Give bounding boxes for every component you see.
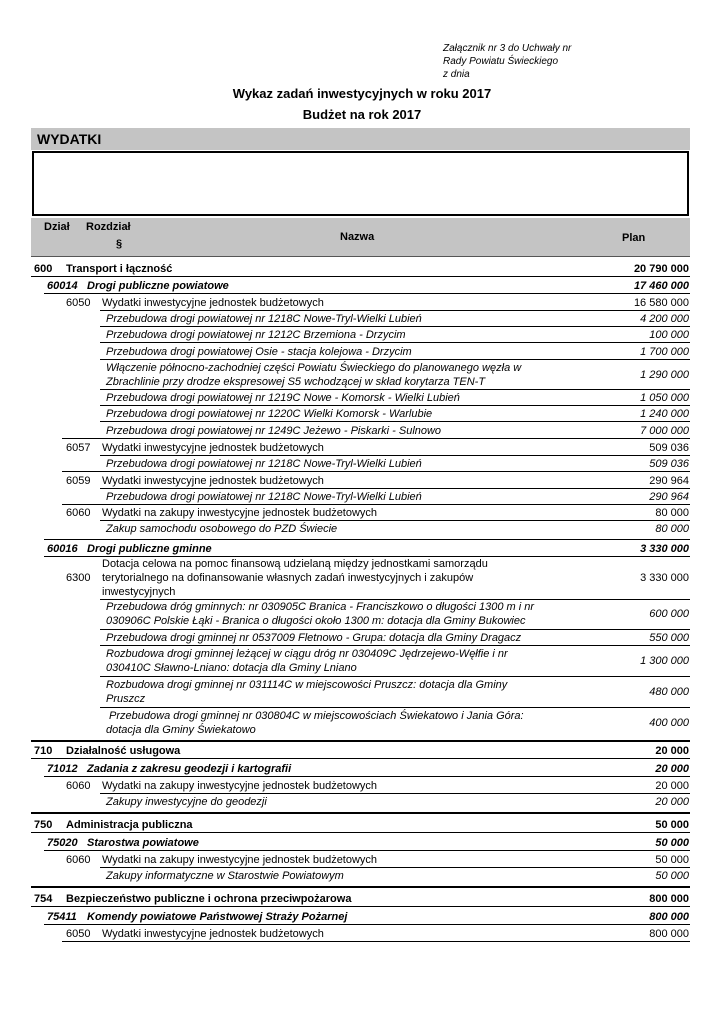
row-divider (100, 629, 690, 630)
paragraf-name: Wydatki inwestycyjne jednostek budżetowych (102, 442, 324, 454)
rozdzial-code: 60016 (47, 543, 78, 555)
task-name: Przebudowa drogi powiatowej nr 1249C Jeżewo - Piskarki - Sulnowo (106, 425, 442, 437)
section-divider (31, 740, 690, 742)
task-plan: 1 300 000 (640, 655, 689, 667)
rozdzial-name: Drogi publiczne gminne (87, 543, 212, 555)
row-divider (100, 455, 690, 456)
task-plan: 1 290 000 (640, 369, 689, 381)
row-divider (100, 310, 690, 311)
dzial-plan: 50 000 (655, 819, 689, 831)
dzial-name: Transport i łączność (66, 263, 173, 275)
page-subtitle: Budżet na rok 2017 (302, 107, 422, 122)
row-divider (100, 676, 690, 677)
header-nazwa: Nazwa (340, 231, 375, 243)
task-plan: 480 000 (649, 686, 689, 698)
task-plan: 290 964 (649, 491, 689, 503)
dzial-plan: 20 790 000 (633, 263, 689, 275)
task-plan: 509 036 (649, 458, 689, 470)
dzial-code: 600 (34, 263, 53, 275)
paragraf-code: 6300 (66, 572, 91, 584)
paragraf-name: Wydatki inwestycyjne jednostek budżetowych (102, 928, 324, 940)
header-divider (31, 256, 690, 257)
paragraf-name: Wydatki inwestycyjne jednostek budżetowych (102, 297, 324, 309)
row-divider (100, 326, 690, 327)
task-name-line2: 030410C Sławno-Lniano: dotacja dla Gminy Lniano (106, 662, 357, 674)
paragraf-code: 6059 (66, 475, 91, 487)
paragraf-name-line2: terytorialnego na dofinansowanie własnych zadań inwestycyjnych i zakupów (102, 572, 474, 584)
dzial-plan: 800 000 (649, 893, 689, 905)
row-divider (100, 359, 690, 360)
task-name: Przebudowa drogi powiatowej nr 1218C Nowe-Tryl-Wielki Lubień (106, 491, 422, 503)
task-plan: 50 000 (655, 870, 689, 882)
section-header: WYDATKI (31, 128, 690, 150)
header-rozdzial: Rozdział (86, 221, 131, 233)
paragraf-plan: 290 964 (649, 475, 689, 487)
row-divider (44, 539, 690, 540)
dzial-name: Bezpieczeństwo publiczne i ochrona przeciwpożarowa (66, 893, 352, 905)
rozdzial-plan: 800 000 (649, 911, 689, 923)
dzial-name: Administracja publiczna (66, 819, 193, 831)
row-divider (62, 438, 690, 439)
paragraf-plan: 16 580 000 (633, 297, 689, 309)
task-name-line1: Włączenie północno-zachodniej części Powiatu Świeckiego do planowanego węzła w (106, 362, 522, 374)
rozdzial-name: Starostwa powiatowe (87, 837, 199, 849)
task-name: Przebudowa drogi powiatowej nr 1219C Nowe - Komorsk - Wielki Lubień (106, 392, 460, 404)
row-divider (31, 832, 690, 833)
paragraf-plan: 20 000 (655, 780, 689, 792)
task-name-line1: Przebudowa dróg gminnych: nr 030905C Branica - Franciszkowo o długości 1300 m i nr (106, 601, 534, 613)
rozdzial-name: Drogi publiczne powiatowe (87, 280, 229, 292)
task-plan: 80 000 (655, 523, 689, 535)
paragraf-name: Wydatki inwestycyjne jednostek budżetowych (102, 475, 324, 487)
rozdzial-code: 71012 (47, 763, 78, 775)
task-name: Zakupy informatyczne w Starostwie Powiatowym (106, 870, 344, 882)
rozdzial-plan: 50 000 (655, 837, 689, 849)
section-divider (31, 886, 690, 888)
task-name-line1: Rozbudowa drogi gminnej leżącej w ciągu dróg nr 030409C Jędrzejewo-Węłfie i nr (106, 648, 508, 660)
task-plan: 400 000 (649, 717, 689, 729)
rozdzial-code: 60014 (47, 280, 78, 292)
task-name: Zakupy inwestycyjne do geodezji (106, 796, 267, 808)
row-divider (100, 342, 690, 343)
paragraf-plan: 3 330 000 (640, 572, 689, 584)
attachment-note-line3: z dnia (443, 69, 470, 80)
rozdzial-name: Komendy powiatowe Państwowej Straży Pożarnej (87, 911, 348, 923)
paragraf-plan: 80 000 (655, 507, 689, 519)
task-name-line2: 030906C Polskie Łąki - Branica o długości około 1300 m: dotacja dla Gminy Bukowiec (106, 615, 526, 627)
paragraf-code: 6060 (66, 780, 91, 792)
paragraf-plan: 50 000 (655, 854, 689, 866)
rozdzial-plan: 3 330 000 (640, 543, 689, 555)
rozdzial-name: Zadania z zakresu geodezji i kartografii (87, 763, 292, 775)
row-divider (44, 776, 690, 777)
paragraf-plan: 800 000 (649, 928, 689, 940)
task-name: Przebudowa drogi powiatowej nr 1218C Nowe-Tryl-Wielki Lubień (106, 458, 422, 470)
row-divider (100, 389, 690, 390)
task-plan: 1 050 000 (640, 392, 689, 404)
dzial-code: 754 (34, 893, 53, 905)
task-plan: 20 000 (655, 796, 689, 808)
task-name: Zakup samochodu osobowego do PZD Świecie (106, 523, 338, 535)
paragraf-code: 6050 (66, 928, 91, 940)
paragraf-code: 6057 (66, 442, 91, 454)
task-plan: 550 000 (649, 632, 689, 644)
row-divider (31, 758, 690, 759)
section-divider (31, 812, 690, 814)
paragraf-name: Wydatki na zakupy inwestycyjne jednostek budżetowych (102, 507, 378, 519)
row-divider (100, 520, 690, 521)
task-name: Przebudowa drogi powiatowej Osie - stacja kolejowa - Drzycim (106, 346, 412, 358)
paragraf-name: Wydatki na zakupy inwestycyjne jednostek budżetowych (102, 854, 378, 866)
task-name-line1: Rozbudowa drogi gminnej nr 031114C w miejscowości Pruszcz: dotacja dla Gminy (106, 679, 508, 691)
task-name-line2: Pruszcz (106, 693, 146, 705)
dzial-plan: 20 000 (655, 745, 689, 757)
row-divider (100, 405, 690, 406)
row-divider (100, 707, 690, 708)
row-divider (44, 924, 690, 925)
task-plan: 1 240 000 (640, 408, 689, 420)
task-plan: 600 000 (649, 608, 689, 620)
rozdzial-plan: 20 000 (655, 763, 689, 775)
row-divider (62, 504, 690, 505)
task-name-line1: Przebudowa drogi gminnej nr 030804C w miejscowościach Świekatowo i Jania Góra: (106, 710, 524, 722)
task-name: Przebudowa drogi powiatowej nr 1212C Brzemiona - Drzycim (106, 329, 406, 341)
row-divider (62, 471, 690, 472)
task-plan: 1 700 000 (640, 346, 689, 358)
paragraf-name: Wydatki na zakupy inwestycyjne jednostek budżetowych (102, 780, 378, 792)
header-dzial: Dział (44, 221, 70, 233)
page-title: Wykaz zadań inwestycyjnych w roku 2017 (232, 86, 492, 101)
task-name-line2: dotacja dla Gminy Świekatowo (106, 724, 256, 736)
row-divider (100, 645, 690, 646)
row-divider (100, 599, 690, 600)
header-plan: Plan (622, 232, 646, 244)
task-name: Przebudowa drogi powiatowej nr 1218C Nowe-Tryl-Wielki Lubień (106, 313, 422, 325)
task-name: Przebudowa drogi gminnej nr 0537009 Fletnowo - Grupa: dotacja dla Gminy Dragacz (106, 632, 522, 644)
row-divider (62, 941, 690, 942)
dzial-code: 750 (34, 819, 53, 831)
task-plan: 4 200 000 (640, 313, 689, 325)
row-divider (31, 906, 690, 907)
row-divider (31, 276, 690, 277)
rozdzial-code: 75411 (47, 911, 77, 923)
row-divider (44, 293, 690, 294)
empty-frame (32, 151, 689, 216)
paragraf-name-line1: Dotacja celowa na pomoc finansową udzielaną między jednostkami samorządu (102, 558, 488, 570)
row-divider (100, 421, 690, 422)
rozdzial-plan: 17 460 000 (633, 280, 689, 292)
paragraf-code: 6060 (66, 854, 91, 866)
row-divider (100, 867, 690, 868)
task-plan: 100 000 (649, 329, 689, 341)
paragraf-code: 6060 (66, 507, 91, 519)
task-name: Przebudowa drogi powiatowej nr 1220C Wielki Komorsk - Warlubie (106, 408, 433, 420)
header-paragraf: § (116, 238, 123, 250)
paragraf-name-line3: inwestycyjnych (102, 586, 176, 598)
dzial-code: 710 (34, 745, 53, 757)
row-divider (44, 556, 690, 557)
paragraf-plan: 509 036 (649, 442, 689, 454)
attachment-note-line2: Rady Powiatu Świeckiego (443, 56, 559, 67)
paragraf-code: 6050 (66, 297, 91, 309)
task-plan: 7 000 000 (640, 425, 689, 437)
row-divider (44, 850, 690, 851)
rozdzial-code: 75020 (47, 837, 78, 849)
row-divider (100, 793, 690, 794)
task-name-line2: Zbrachlinie przy drodze ekspresowej S5 wchodzącej w skład korytarza TEN-T (106, 376, 486, 388)
row-divider (100, 488, 690, 489)
attachment-note-line1: Załącznik nr 3 do Uchwały nr (443, 43, 572, 54)
dzial-name: Działalność usługowa (66, 745, 181, 757)
